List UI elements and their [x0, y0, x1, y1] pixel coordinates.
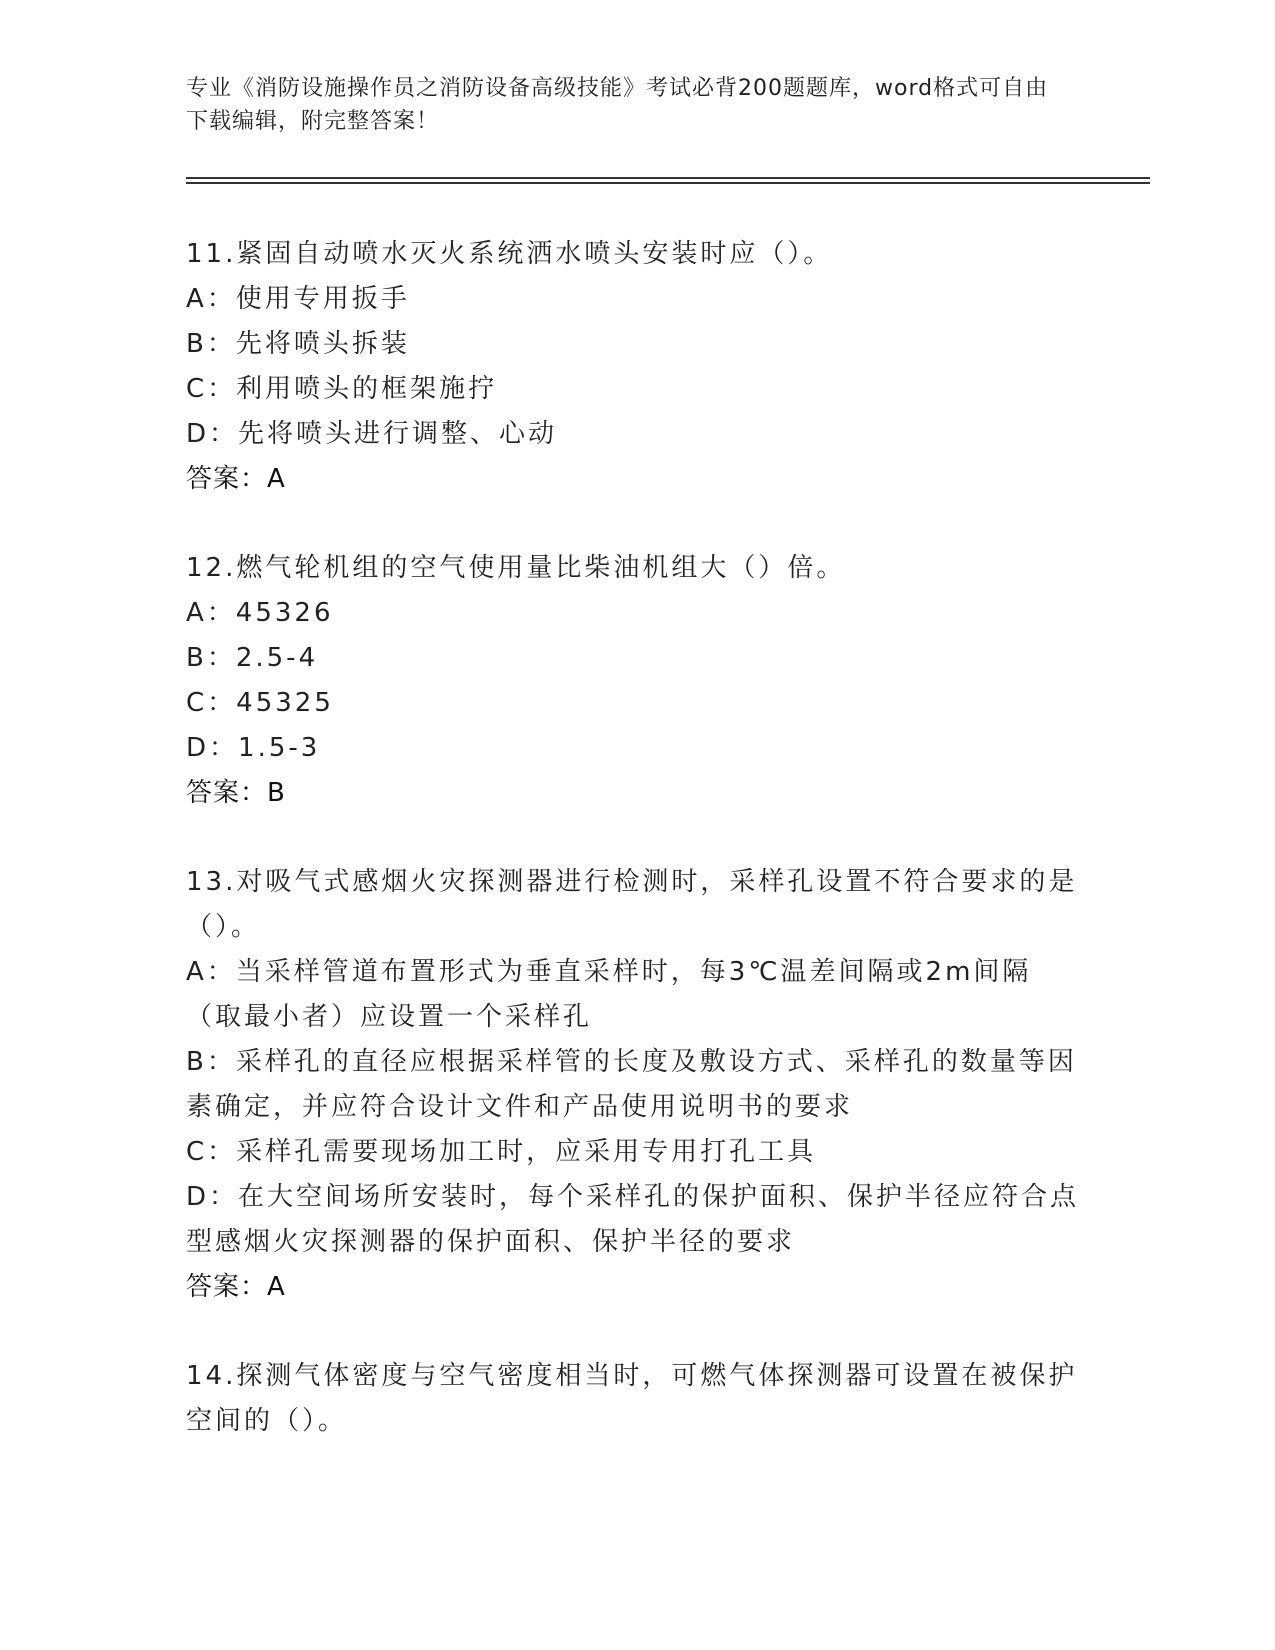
question-text: 11.紧固自动喷水灭火系统洒水喷头安装时应（）。 — [186, 239, 833, 269]
document-header: 专业《消防设施操作员之消防设备高级技能》考试必背200题题库，word格式可自由下载编辑，附完整答案！ — [186, 76, 1049, 134]
answer: 答案：B — [186, 778, 286, 808]
option-d: D：先将喷头进行调整、心动 — [186, 419, 558, 449]
question-list — [186, 232, 1086, 1488]
question-12 — [186, 546, 1086, 816]
option-a: A：45326 — [186, 598, 334, 628]
answer: 答案：A — [186, 1272, 286, 1302]
option-b: B：采样孔的直径应根据采样管的长度及敷设方式、采样孔的数量等因素确定，并应符合设计文件和产品使用说明书的要求 — [186, 1047, 1077, 1122]
option-b: B：2.5-4 — [186, 643, 319, 673]
question-text: 13.对吸气式感烟火灾探测器进行检测时，采样孔设置不符合要求的是（）。 — [186, 867, 1078, 942]
option-c: C：采样孔需要现场加工时，应采用专用打孔工具 — [186, 1137, 817, 1167]
option-d: D：在大空间场所安装时，每个采样孔的保护面积、保护半径应符合点型感烟火灾探测器的保护面积、保护半径的要求 — [186, 1182, 1080, 1257]
option-c: C：利用喷头的框架施拧 — [186, 374, 498, 404]
question-14 — [186, 1354, 1086, 1444]
question-text: 14.探测气体密度与空气密度相当时，可燃气体探测器可设置在被保护空间的（）。 — [186, 1361, 1078, 1436]
option-a: A：当采样管道布置形式为垂直采样时，每3℃温差间隔或2m间隔（取最小者）应设置一个采样孔 — [186, 957, 1032, 1032]
option-d: D：1.5-3 — [186, 733, 321, 763]
option-a: A：使用专用扳手 — [186, 284, 410, 314]
question-11 — [186, 232, 1086, 502]
header-rule-top — [186, 177, 1150, 179]
option-b: B：先将喷头拆装 — [186, 329, 410, 359]
question-13 — [186, 860, 1086, 1310]
question-text: 12.燃气轮机组的空气使用量比柴油机组大（）倍。 — [186, 553, 846, 583]
answer: 答案：A — [186, 464, 286, 494]
header-rule-bottom — [186, 182, 1150, 184]
option-c: C：45325 — [186, 688, 334, 718]
